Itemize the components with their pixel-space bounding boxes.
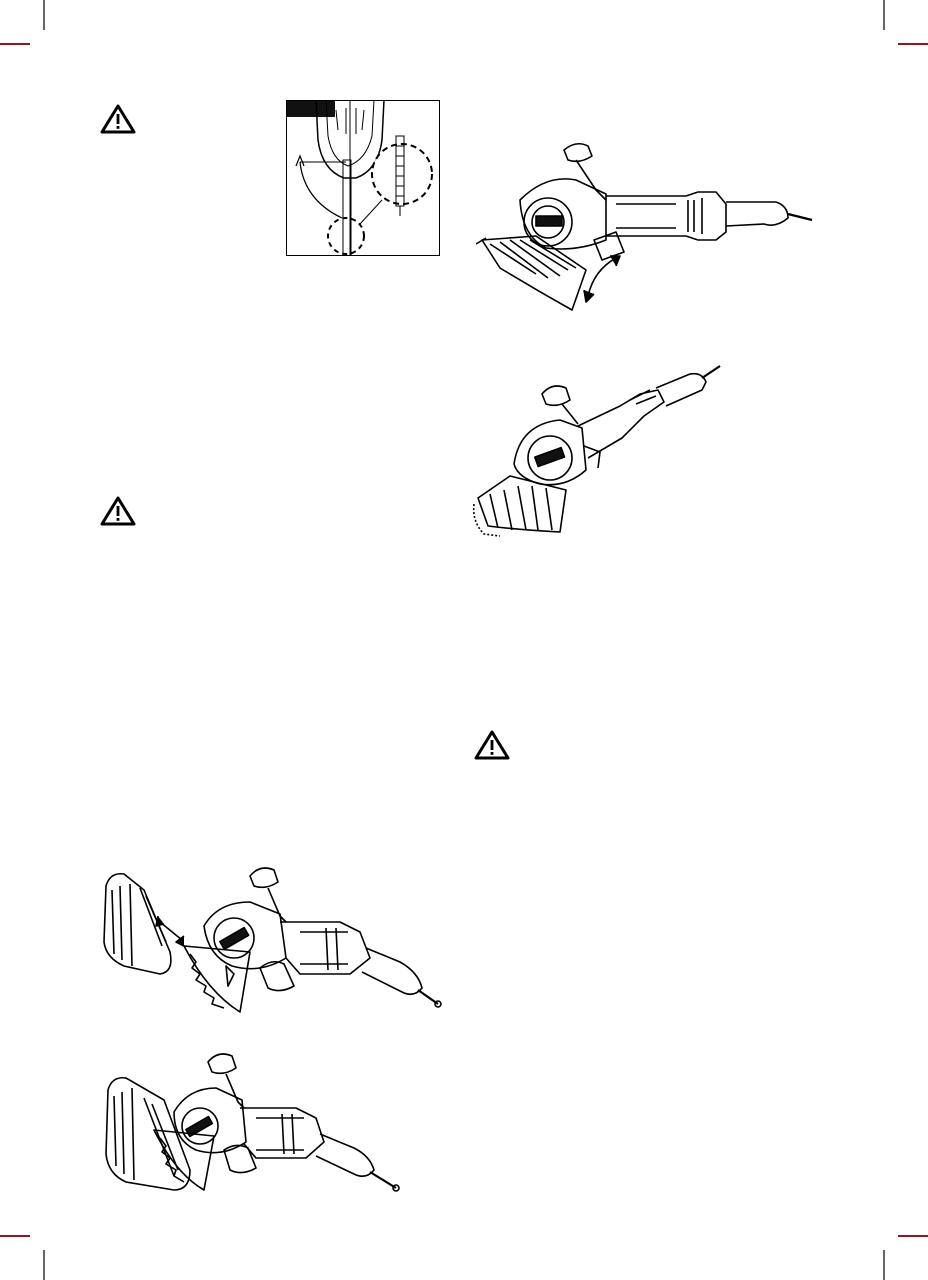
tool-angled-illustration (470, 354, 730, 540)
warning-triangle-icon (474, 730, 510, 760)
tool-guard-attached-illustration (104, 1050, 404, 1200)
warning-triangle-icon (100, 104, 136, 134)
tool-tilted-illustration (476, 140, 816, 320)
warning-triangle-icon (100, 496, 136, 526)
tool-guard-detached-illustration (100, 862, 444, 1022)
guard-alignment-inset (286, 100, 440, 256)
inset-label-box (287, 101, 335, 117)
